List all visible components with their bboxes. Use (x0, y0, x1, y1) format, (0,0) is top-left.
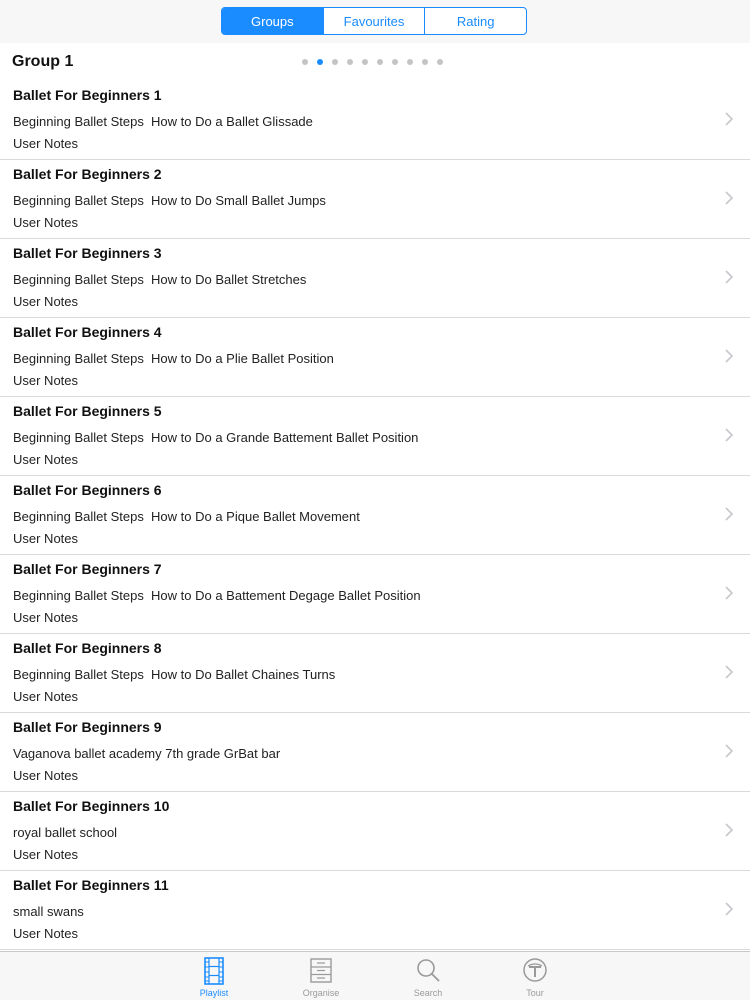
segment-favourites[interactable]: Favourites (323, 8, 425, 34)
item-title: Ballet For Beginners 2 (13, 166, 162, 182)
page-dot[interactable] (347, 59, 353, 65)
page-dot[interactable] (332, 59, 338, 65)
tab-organise[interactable] (281, 952, 361, 1000)
item-subtitle: Beginning Ballet Steps How to Do Ballet Chaines Turns (13, 667, 336, 682)
item-subtitle: Beginning Ballet Steps How to Do a Ballet Glissade (13, 114, 313, 129)
item-title: Ballet For Beginners 10 (13, 798, 170, 814)
playlist-list (0, 81, 750, 950)
item-notes: User Notes (13, 847, 79, 862)
list-item[interactable] (0, 318, 750, 397)
list-item[interactable] (0, 397, 750, 476)
item-title: Ballet For Beginners 6 (13, 482, 162, 498)
page-dot[interactable] (422, 59, 428, 65)
list-item[interactable] (0, 713, 750, 792)
page-dot[interactable] (362, 59, 368, 65)
item-subtitle: Beginning Ballet Steps How to Do Ballet Stretches (13, 272, 307, 287)
chevron-right-icon (722, 585, 736, 601)
chevron-right-icon (722, 190, 736, 206)
tab-playlist[interactable] (174, 952, 254, 1000)
item-subtitle: Beginning Ballet Steps How to Do a Pique Ballet Movement (13, 509, 360, 524)
list-item[interactable] (0, 239, 750, 318)
list-item[interactable] (0, 634, 750, 713)
list-item[interactable] (0, 160, 750, 239)
item-subtitle: small swans (13, 904, 84, 919)
list-item[interactable] (0, 555, 750, 634)
tab-label: Tour (526, 988, 544, 998)
item-title: Ballet For Beginners 1 (13, 87, 162, 103)
tab-bar (0, 951, 750, 1000)
list-item[interactable] (0, 871, 750, 950)
list-item[interactable] (0, 81, 750, 160)
item-title: Ballet For Beginners 3 (13, 245, 162, 261)
chevron-right-icon (722, 743, 736, 759)
item-notes: User Notes (13, 610, 79, 625)
item-subtitle: royal ballet school (13, 825, 118, 840)
item-subtitle: Vaganova ballet academy 7th grade GrBat bar (13, 746, 281, 761)
item-notes: User Notes (13, 215, 79, 230)
chevron-right-icon (722, 901, 736, 917)
item-title: Ballet For Beginners 7 (13, 561, 162, 577)
tab-search[interactable] (388, 952, 468, 1000)
item-title: Ballet For Beginners 5 (13, 403, 162, 419)
magnifier-icon (415, 957, 441, 985)
page-dot[interactable] (317, 59, 323, 65)
tour-icon (522, 957, 548, 985)
item-subtitle: Beginning Ballet Steps How to Do Small Ballet Jumps (13, 193, 326, 208)
item-subtitle: Beginning Ballet Steps How to Do a Battement Degage Ballet Position (13, 588, 421, 603)
top-bar (0, 0, 750, 43)
segment-groups[interactable]: Groups (222, 8, 323, 34)
item-subtitle: Beginning Ballet Steps How to Do a Plie Ballet Position (13, 351, 334, 366)
page-dot[interactable] (407, 59, 413, 65)
segmented-control (221, 7, 527, 35)
group-title: Group 1 (12, 53, 74, 70)
item-title: Ballet For Beginners 9 (13, 719, 162, 735)
group-header (0, 43, 750, 81)
list-item[interactable] (0, 792, 750, 871)
item-notes: User Notes (13, 926, 79, 941)
item-notes: User Notes (13, 136, 79, 151)
chevron-right-icon (722, 664, 736, 680)
tab-label: Organise (302, 988, 340, 998)
item-title: Ballet For Beginners 4 (13, 324, 162, 340)
item-subtitle: Beginning Ballet Steps How to Do a Grande Battement Ballet Position (13, 430, 419, 445)
item-notes: User Notes (13, 531, 79, 546)
film-strip-icon (201, 957, 227, 985)
tab-label: Playlist (199, 988, 229, 998)
page-dot[interactable] (302, 59, 308, 65)
chevron-right-icon (722, 822, 736, 838)
item-notes: User Notes (13, 689, 79, 704)
list-item[interactable] (0, 476, 750, 555)
page-dot[interactable] (377, 59, 383, 65)
item-notes: User Notes (13, 294, 79, 309)
cabinet-icon (308, 957, 334, 985)
chevron-right-icon (722, 348, 736, 364)
item-title: Ballet For Beginners 8 (13, 640, 162, 656)
page-indicator[interactable] (302, 59, 443, 65)
chevron-right-icon (722, 269, 736, 285)
segment-rating[interactable]: Rating (424, 8, 526, 34)
tab-label: Search (413, 988, 443, 998)
item-title: Ballet For Beginners 11 (13, 877, 169, 893)
item-notes: User Notes (13, 452, 79, 467)
chevron-right-icon (722, 506, 736, 522)
page-dot[interactable] (437, 59, 443, 65)
tab-tour[interactable] (495, 952, 575, 1000)
item-notes: User Notes (13, 373, 79, 388)
chevron-right-icon (722, 427, 736, 443)
item-notes: User Notes (13, 768, 79, 783)
page-dot[interactable] (392, 59, 398, 65)
chevron-right-icon (722, 111, 736, 127)
